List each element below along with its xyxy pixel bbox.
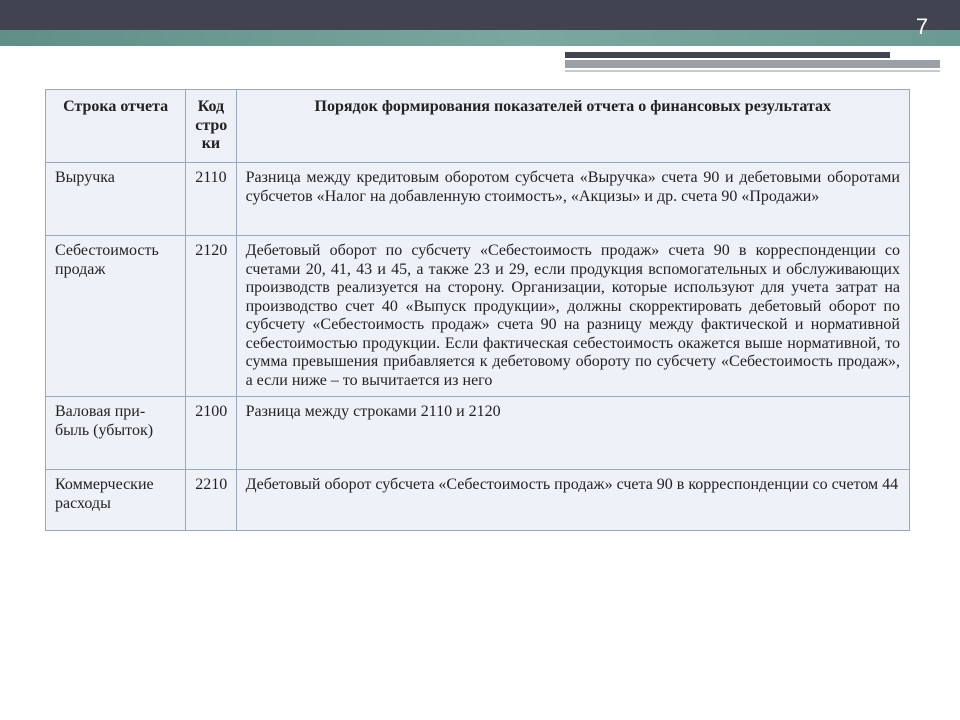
slide-header-accent [0,30,960,46]
row-formation-text: Дебетовый оборот по субсчету «Себестоимость продаж» счета 90 в корреспонденции со счетами 20, 41, 43 и 45, а также 23 и 29, если продукция вспомогательных и обслуживающих производств реализуется на сторону. Организации, которые используют для учета затрат на производство счет 40 «Выпуск продукции», должны скорректировать дебетовый оборот по субсчету «Себестоимость продаж» счета 90 на разницу между фактической и нормативной себестоимостью продукции. Если фактическая себестоимость окажется выше нормативной, то сумма превышения прибавляется к дебетовому обороту по субсчету «Себестоимость продаж», а если ниже – то вычитается из него [236,236,909,397]
table-row [46,397,910,470]
header-report-line: Строка отчета [46,90,186,163]
slide-number: 7 [915,14,929,39]
row-line-name: Выручка [46,163,186,236]
row-line-code: 2100 [186,397,236,470]
row-line-name: Валовая при- быль (убыток) [46,397,186,470]
row-line-name: Коммерческие расходы [46,470,186,531]
table-row [46,470,910,531]
row-line-name: Себестоимость продаж [46,236,186,397]
table-row [46,236,910,397]
table-row [46,163,910,236]
row-formation-text: Разница между строками 2110 и 2120 [236,397,909,470]
decor-bar-dark [565,52,890,58]
slide-header-band [0,0,960,30]
row-line-code: 2210 [186,470,236,531]
financial-results-table [45,89,910,531]
table-header-row [46,90,910,163]
row-line-code: 2110 [186,163,236,236]
decor-bar-line [565,70,940,72]
header-formation-order: Порядок формирования показателей отчета о финансовых результатах [236,90,909,163]
row-line-code: 2120 [186,236,236,397]
row-formation-text: Дебетовый оборот субсчета «Себестоимость продаж» счета 90 в корреспонденции со счетом 44 [236,470,909,531]
row-formation-text: Разница между кредитовым оборотом субсчета «Выручка» счета 90 и дебетовыми оборотами субсчетов «Налог на добавленную стоимость», «Акцизы» и др. счета 90 «Продажи» [236,163,909,236]
decor-bar-light [565,60,940,68]
header-line-code: Код стро ки [186,90,236,163]
